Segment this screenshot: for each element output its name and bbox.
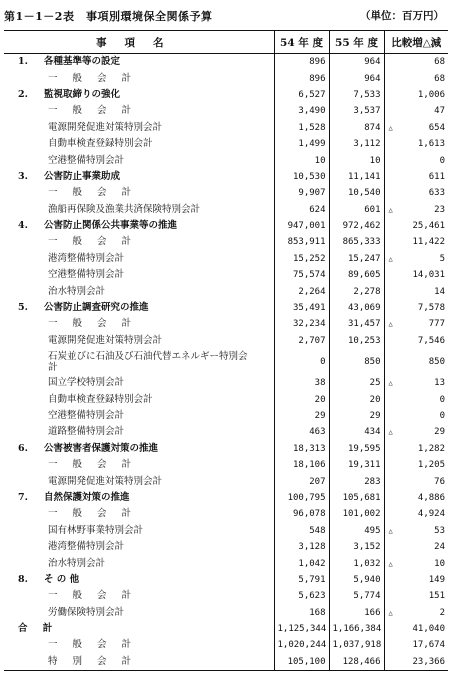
table-row xyxy=(4,473,448,489)
table-row xyxy=(4,202,448,218)
table-row xyxy=(4,349,448,375)
row-label xyxy=(4,605,274,621)
value-fy55: 43,069 xyxy=(329,300,384,316)
value-fy55: 19,311 xyxy=(329,457,384,473)
row-label xyxy=(4,152,274,168)
table-row xyxy=(4,523,448,539)
row-label-text: 一 般 会 計 xyxy=(48,236,138,248)
value-fy55: 1,037,918 xyxy=(329,637,384,653)
row-number: 3. xyxy=(18,170,28,182)
value-diff xyxy=(384,202,448,218)
row-label xyxy=(4,267,274,283)
diff-value: 149 xyxy=(428,574,445,585)
value-fy54: 3,490 xyxy=(274,103,329,119)
row-label xyxy=(4,539,274,555)
value-fy54: 100,795 xyxy=(274,490,329,506)
diff-value: 7,578 xyxy=(417,303,445,314)
diff-value: 76 xyxy=(434,476,445,487)
table-title: 第1－1－2表 事項別環境保全関係予算 xyxy=(4,10,213,23)
value-fy54: 1,528 xyxy=(274,120,329,136)
row-label xyxy=(4,588,274,604)
header-diff: 比較増△減 xyxy=(384,31,448,54)
value-fy55: 128,466 xyxy=(329,654,384,671)
row-label xyxy=(4,70,274,86)
diff-value: 611 xyxy=(428,171,445,182)
diff-value: 1,006 xyxy=(417,89,445,100)
table-row xyxy=(4,136,448,152)
diff-value: 11,422 xyxy=(412,237,445,248)
decrease-mark: △ xyxy=(388,428,393,437)
diff-value: 1,282 xyxy=(417,443,445,454)
value-diff xyxy=(384,572,448,588)
diff-value: 47 xyxy=(434,106,445,117)
diff-value: 25,461 xyxy=(412,221,445,232)
value-fy54: 207 xyxy=(274,473,329,489)
value-fy54: 0 xyxy=(274,349,329,375)
diff-value: 68 xyxy=(434,73,445,84)
row-number: 7. xyxy=(18,491,28,503)
table-row xyxy=(4,234,448,250)
diff-value: 5 xyxy=(439,253,445,264)
row-label xyxy=(4,202,274,218)
value-diff xyxy=(384,523,448,539)
row-label-text: 一 般 会 計 xyxy=(48,72,138,84)
value-diff xyxy=(384,605,448,621)
row-label xyxy=(4,408,274,424)
value-diff xyxy=(384,424,448,440)
value-diff xyxy=(384,267,448,283)
decrease-mark: △ xyxy=(388,559,393,568)
value-fy54: 624 xyxy=(274,202,329,218)
value-diff xyxy=(384,539,448,555)
value-fy55: 964 xyxy=(329,70,384,86)
row-label xyxy=(4,621,274,637)
diff-value: 0 xyxy=(439,394,445,405)
value-fy55: 964 xyxy=(329,54,384,71)
row-label-text: 一 般 会 計 xyxy=(48,508,138,520)
diff-value: 1,205 xyxy=(417,460,445,471)
diff-value: 633 xyxy=(428,188,445,199)
value-diff xyxy=(384,333,448,349)
value-diff xyxy=(384,136,448,152)
value-fy55: 10,253 xyxy=(329,333,384,349)
value-diff xyxy=(384,654,448,671)
table-row xyxy=(4,375,448,391)
row-label xyxy=(4,136,274,152)
header-fy55: 55 年 度 xyxy=(329,31,384,54)
value-diff xyxy=(384,251,448,267)
table-row xyxy=(4,605,448,621)
row-label-text: 合 計 xyxy=(18,623,59,635)
table-row xyxy=(4,654,448,671)
diff-value: 4,924 xyxy=(417,509,445,520)
value-fy55: 601 xyxy=(329,202,384,218)
table-row xyxy=(4,218,448,234)
row-label-text: 電源開発促進対策特別会計 xyxy=(48,121,163,133)
value-diff xyxy=(384,152,448,168)
row-label xyxy=(4,87,274,103)
value-fy54: 10 xyxy=(274,152,329,168)
value-fy54: 5,623 xyxy=(274,588,329,604)
value-fy55: 5,774 xyxy=(329,588,384,604)
decrease-mark: △ xyxy=(388,123,393,132)
value-fy54: 18,106 xyxy=(274,457,329,473)
value-diff xyxy=(384,54,448,71)
table-row xyxy=(4,120,448,136)
value-fy54: 20 xyxy=(274,391,329,407)
table-row xyxy=(4,424,448,440)
row-label xyxy=(4,457,274,473)
value-fy54: 15,252 xyxy=(274,251,329,267)
row-label-text: 一 般 会 計 xyxy=(48,639,138,651)
value-fy55: 10,540 xyxy=(329,185,384,201)
table-row xyxy=(4,572,448,588)
diff-value: 23 xyxy=(434,204,445,215)
diff-value: 0 xyxy=(439,411,445,421)
value-fy54: 548 xyxy=(274,523,329,539)
table-row xyxy=(4,637,448,653)
value-fy55: 25 xyxy=(329,375,384,391)
value-fy54: 1,125,344 xyxy=(274,621,329,637)
value-diff xyxy=(384,300,448,316)
row-label-text: 空港整備特別会計 xyxy=(48,154,125,166)
row-label xyxy=(4,572,274,588)
row-label-text: 国有林野事業特別会計 xyxy=(48,524,144,536)
row-label xyxy=(4,349,274,375)
table-row xyxy=(4,87,448,103)
table-row xyxy=(4,333,448,349)
header-row xyxy=(4,31,448,54)
diff-value: 0 xyxy=(439,155,445,166)
diff-value: 777 xyxy=(428,319,445,330)
row-label xyxy=(4,424,274,440)
value-fy54: 168 xyxy=(274,605,329,621)
value-fy54: 5,791 xyxy=(274,572,329,588)
value-diff xyxy=(384,169,448,185)
row-label-text: 監視取締りの強化 xyxy=(44,88,121,100)
diff-value: 17,674 xyxy=(412,640,445,651)
value-diff xyxy=(384,103,448,119)
table-row xyxy=(4,621,448,637)
diff-value: 68 xyxy=(434,57,445,68)
value-diff xyxy=(384,506,448,522)
value-fy54: 32,234 xyxy=(274,316,329,332)
row-label-text: 電源開発促進対策特別会計 xyxy=(48,475,163,487)
row-number: 2. xyxy=(18,88,28,100)
value-fy55: 850 xyxy=(329,349,384,375)
row-label-text: 電源開発促進対策特別会計 xyxy=(48,334,163,346)
row-label-text: 港湾整備特別会計 xyxy=(48,252,125,264)
table-row xyxy=(4,555,448,571)
diff-value: 29 xyxy=(434,427,445,438)
value-fy54: 1,499 xyxy=(274,136,329,152)
value-fy55: 15,247 xyxy=(329,251,384,267)
row-label-text: 自動車検査登録特別会計 xyxy=(48,138,153,150)
value-diff xyxy=(384,375,448,391)
value-fy54: 1,020,244 xyxy=(274,637,329,653)
row-label-text: 特 別 会 計 xyxy=(48,655,138,667)
row-label xyxy=(4,316,274,332)
value-fy54: 1,042 xyxy=(274,555,329,571)
value-fy54: 29 xyxy=(274,408,329,424)
row-label-text: 公害防止事業助成 xyxy=(44,170,121,182)
row-label xyxy=(4,333,274,349)
value-diff xyxy=(384,408,448,424)
value-fy54: 3,128 xyxy=(274,539,329,555)
value-fy55: 29 xyxy=(329,408,384,424)
row-label-text: 港湾整備特別会計 xyxy=(48,541,125,553)
value-fy55: 105,681 xyxy=(329,490,384,506)
row-label xyxy=(4,300,274,316)
unit-label: （単位：百万円） xyxy=(360,10,444,22)
row-label-text: そ の 他 xyxy=(44,573,80,585)
diff-value: 24 xyxy=(434,542,445,553)
row-label xyxy=(4,218,274,234)
diff-value: 7,546 xyxy=(417,335,445,346)
table-row xyxy=(4,391,448,407)
row-label xyxy=(4,103,274,119)
value-fy55: 31,457 xyxy=(329,316,384,332)
value-diff xyxy=(384,490,448,506)
value-fy55: 3,112 xyxy=(329,136,384,152)
value-diff xyxy=(384,621,448,637)
value-fy54: 6,527 xyxy=(274,87,329,103)
value-diff xyxy=(384,283,448,299)
value-diff xyxy=(384,120,448,136)
value-fy54: 2,264 xyxy=(274,283,329,299)
row-label xyxy=(4,185,274,201)
decrease-mark: △ xyxy=(388,608,393,617)
value-fy55: 2,278 xyxy=(329,283,384,299)
budget-table xyxy=(4,30,448,671)
value-fy54: 35,491 xyxy=(274,300,329,316)
row-label xyxy=(4,523,274,539)
diff-value: 4,886 xyxy=(417,492,445,503)
row-label xyxy=(4,169,274,185)
value-fy54: 896 xyxy=(274,54,329,71)
row-label xyxy=(4,120,274,136)
table-row xyxy=(4,457,448,473)
value-fy55: 283 xyxy=(329,473,384,489)
diff-value: 23,366 xyxy=(412,656,445,667)
row-label-text: 漁船再保険及漁業共済保険特別会計 xyxy=(48,203,201,215)
value-fy55: 874 xyxy=(329,120,384,136)
table-row xyxy=(4,588,448,604)
row-label xyxy=(4,251,274,267)
diff-value: 151 xyxy=(428,591,445,602)
table-row xyxy=(4,283,448,299)
row-label-text: 自然保護対策の推進 xyxy=(44,491,130,503)
row-label xyxy=(4,441,274,457)
value-fy54: 947,001 xyxy=(274,218,329,234)
table-row xyxy=(4,54,448,71)
value-fy55: 11,141 xyxy=(329,169,384,185)
decrease-mark: △ xyxy=(388,205,393,214)
table-row xyxy=(4,539,448,555)
value-fy55: 10 xyxy=(329,152,384,168)
decrease-mark: △ xyxy=(388,526,393,535)
row-label-text: 一 般 会 計 xyxy=(48,459,138,471)
decrease-mark: △ xyxy=(388,320,393,329)
value-fy54: 38 xyxy=(274,375,329,391)
value-fy54: 463 xyxy=(274,424,329,440)
value-diff xyxy=(384,588,448,604)
value-diff xyxy=(384,70,448,86)
row-label-text: 公害防止調査研究の推進 xyxy=(44,302,149,314)
row-label xyxy=(4,473,274,489)
value-fy54: 9,907 xyxy=(274,185,329,201)
value-diff xyxy=(384,218,448,234)
row-number: 1. xyxy=(18,56,28,68)
row-number: 4. xyxy=(18,220,28,232)
row-label-text: 空港整備特別会計 xyxy=(48,410,125,421)
row-label-text: 各種基準等の設定 xyxy=(44,56,121,68)
row-label-text: 空港整備特別会計 xyxy=(48,269,125,281)
diff-value: 654 xyxy=(428,122,445,133)
diff-value: 14,031 xyxy=(412,270,445,281)
table-row xyxy=(4,185,448,201)
diff-value: 10 xyxy=(434,558,445,569)
diff-value: 53 xyxy=(434,525,445,536)
row-label xyxy=(4,637,274,653)
value-fy55: 5,940 xyxy=(329,572,384,588)
row-label xyxy=(4,506,274,522)
value-fy54: 18,313 xyxy=(274,441,329,457)
value-diff xyxy=(384,441,448,457)
table-row xyxy=(4,103,448,119)
row-label-text: 自動車検査登録特別会計 xyxy=(48,393,153,405)
row-label-text: 一 般 会 計 xyxy=(48,105,138,117)
value-fy55: 434 xyxy=(329,424,384,440)
row-label-text: 一 般 会 計 xyxy=(48,187,138,199)
value-diff xyxy=(384,349,448,375)
value-fy55: 7,533 xyxy=(329,87,384,103)
header-fy54: 54 年 度 xyxy=(274,31,329,54)
row-label-text: 治水特別会計 xyxy=(48,557,106,569)
row-number: 8. xyxy=(18,573,28,585)
value-diff xyxy=(384,234,448,250)
value-fy55: 3,152 xyxy=(329,539,384,555)
row-label xyxy=(4,490,274,506)
header-item: 事項名 xyxy=(4,31,274,54)
row-label-text: 公害被害者保護対策の推進 xyxy=(44,442,159,454)
value-fy54: 2,707 xyxy=(274,333,329,349)
diff-value: 14 xyxy=(434,286,445,297)
diff-value: 41,040 xyxy=(412,624,445,635)
value-fy54: 896 xyxy=(274,70,329,86)
value-fy55: 865,333 xyxy=(329,234,384,250)
value-fy55: 1,032 xyxy=(329,555,384,571)
value-fy55: 3,537 xyxy=(329,103,384,119)
row-label-text: 国立学校特別会計 xyxy=(48,377,125,389)
row-label xyxy=(4,54,274,71)
row-label-text: 石炭並びに石油及び石油代替エネルギー特別会計 xyxy=(48,351,248,374)
value-fy54: 10,530 xyxy=(274,169,329,185)
decrease-mark: △ xyxy=(388,254,393,263)
table-row xyxy=(4,316,448,332)
row-label-text: 一 般 会 計 xyxy=(48,318,138,330)
row-label-text: 労働保険特別会計 xyxy=(48,606,125,618)
value-diff xyxy=(384,555,448,571)
value-fy54: 853,911 xyxy=(274,234,329,250)
diff-value: 2 xyxy=(439,607,445,618)
row-label xyxy=(4,283,274,299)
value-fy54: 75,574 xyxy=(274,267,329,283)
table-row xyxy=(4,408,448,424)
value-fy55: 972,462 xyxy=(329,218,384,234)
row-label xyxy=(4,391,274,407)
row-label-text: 治水特別会計 xyxy=(48,285,106,297)
value-diff xyxy=(384,473,448,489)
value-fy55: 19,595 xyxy=(329,441,384,457)
value-fy55: 166 xyxy=(329,605,384,621)
row-number: 6. xyxy=(18,442,28,454)
value-fy54: 96,078 xyxy=(274,506,329,522)
table-row xyxy=(4,267,448,283)
row-label xyxy=(4,234,274,250)
value-fy55: 495 xyxy=(329,523,384,539)
table-row xyxy=(4,251,448,267)
value-fy55: 101,002 xyxy=(329,506,384,522)
row-label-text: 一 般 会 計 xyxy=(48,590,138,602)
row-label xyxy=(4,375,274,391)
decrease-mark: △ xyxy=(388,379,393,388)
table-body xyxy=(4,54,448,671)
value-diff xyxy=(384,391,448,407)
diff-value: 850 xyxy=(428,356,445,367)
table-row xyxy=(4,506,448,522)
table-row xyxy=(4,441,448,457)
value-fy55: 89,605 xyxy=(329,267,384,283)
value-diff xyxy=(384,637,448,653)
diff-value: 1,613 xyxy=(417,139,445,150)
value-diff xyxy=(384,87,448,103)
table-row xyxy=(4,70,448,86)
diff-value: 13 xyxy=(434,378,445,389)
row-label-text: 道路整備特別会計 xyxy=(48,426,125,438)
table-row xyxy=(4,300,448,316)
row-label-text: 公害防止関係公共事業等の推進 xyxy=(44,220,178,232)
table-row xyxy=(4,169,448,185)
row-number: 5. xyxy=(18,302,28,314)
value-fy55: 20 xyxy=(329,391,384,407)
table-row xyxy=(4,152,448,168)
value-fy55: 1,166,384 xyxy=(329,621,384,637)
value-diff xyxy=(384,457,448,473)
value-diff xyxy=(384,185,448,201)
row-label xyxy=(4,555,274,571)
row-label xyxy=(4,654,274,671)
table-row xyxy=(4,490,448,506)
value-fy54: 105,100 xyxy=(274,654,329,671)
value-diff xyxy=(384,316,448,332)
